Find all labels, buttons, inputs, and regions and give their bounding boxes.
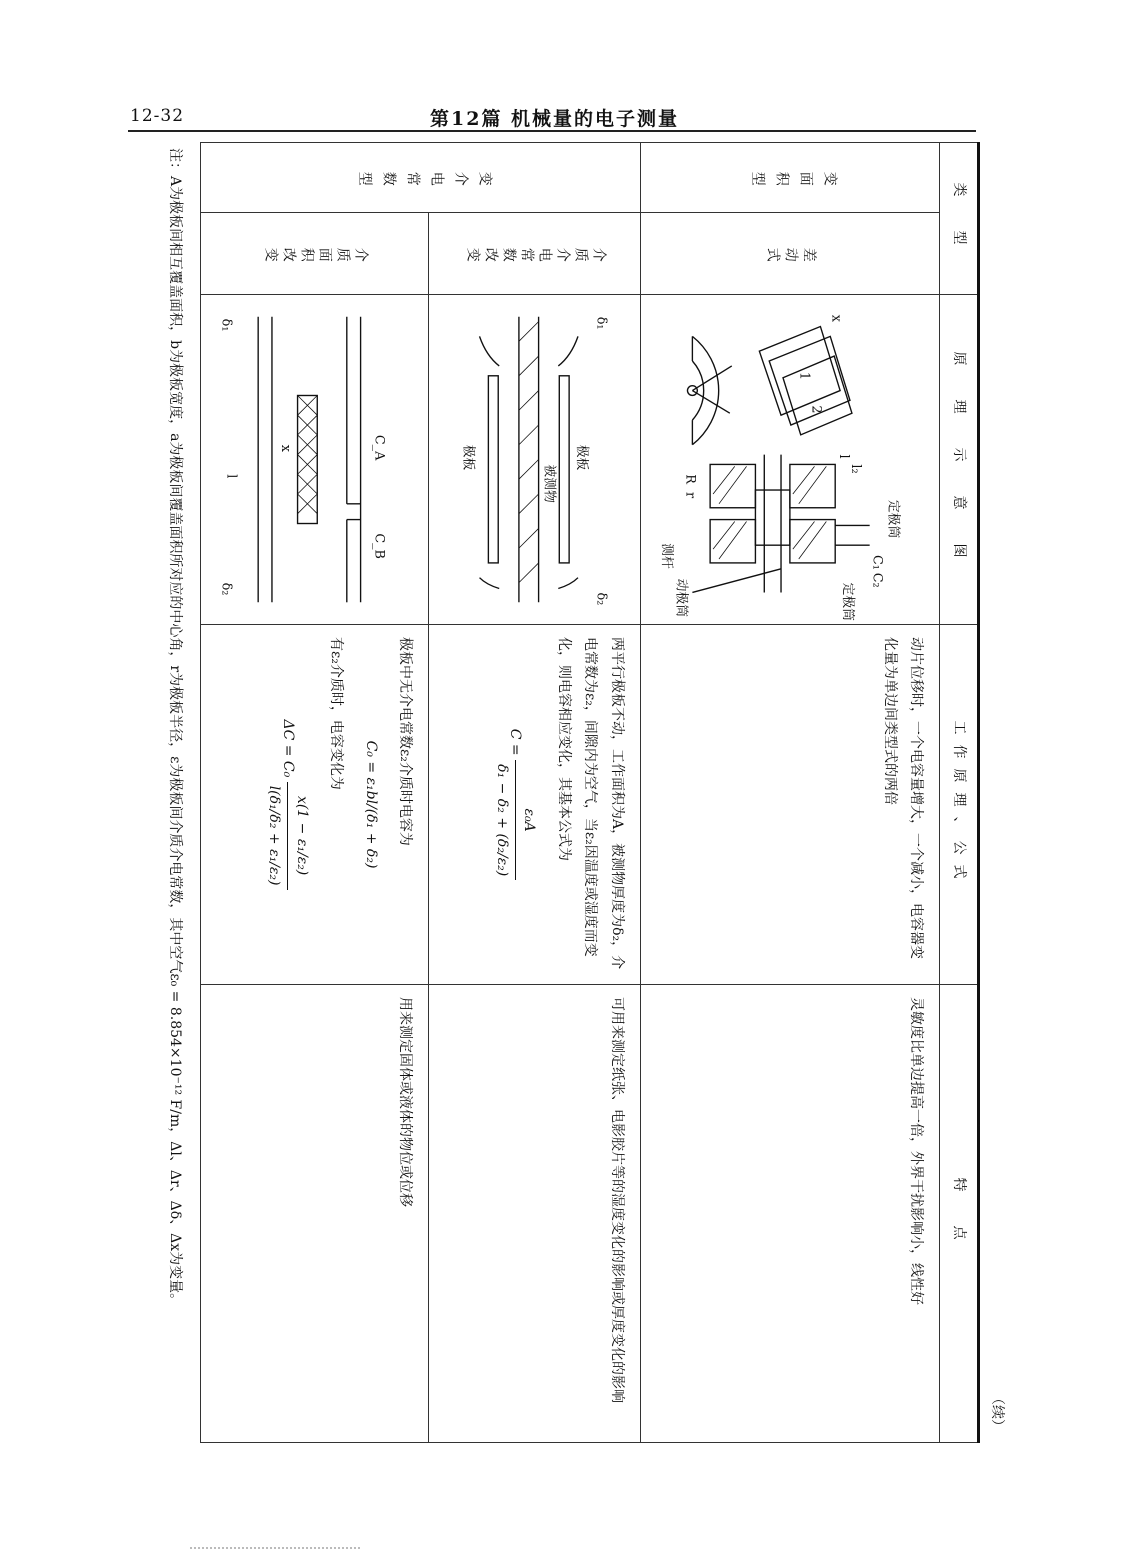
plate-label-1: 1 (797, 371, 813, 381)
table-row (429, 143, 641, 1443)
table-header-row (940, 143, 979, 1443)
moving-cylinder-label: 动极筒 (673, 578, 689, 618)
diagram-differential (641, 295, 940, 625)
table-row (201, 143, 429, 1443)
subtype-area-change: 介质面积改变 (201, 213, 429, 295)
radius-r-label: r (682, 492, 698, 499)
category-variable-dielectric: 变介电常数型 (201, 143, 641, 213)
x-label: x (278, 444, 294, 452)
formula-denominator: δ₁ − δ₂ + (δ₂/ε₂) (493, 764, 510, 877)
col-principle-header: 工作原理、公式 (940, 625, 979, 985)
formula-fraction (488, 760, 542, 880)
c1-label: C₁ (869, 555, 885, 570)
rotated-content (120, 142, 1005, 1447)
cb-label: C_B (371, 533, 387, 559)
delta2-label: δ₂ (593, 592, 609, 606)
dielectric-plates-sketch (431, 297, 638, 622)
fixed-cylinder-2-label: 定极筒 (840, 582, 856, 621)
formula-c0: C₀ = ε₁bl/(δ₁ + δ₂) (362, 740, 379, 869)
level-sensor-sketch (203, 297, 426, 622)
feature-dielectric: 可用来测定纸张、电影胶片等的湿度变化的影响或厚度变化的影响 (429, 985, 641, 1443)
l-label: l (224, 474, 240, 479)
formula-delta-c (260, 637, 314, 972)
principle-area-line-3: 有ε₂介质时，电容变化为 (328, 637, 345, 790)
principle-area-change (201, 625, 429, 985)
category-variable-area: 变面积型 (641, 143, 940, 213)
spec-table (200, 142, 980, 1443)
object-label: 被测物 (541, 464, 557, 503)
disp-x-label: x (828, 314, 844, 322)
delta1-label-2: δ₁ (219, 318, 235, 332)
formula-fraction-2 (260, 782, 314, 890)
running-title: 第12篇 机械量的电子测量 (430, 108, 680, 130)
radius-R-label: R (682, 474, 698, 484)
principle-differential: 动片位移时，一个电容量增大，一个减小，电容器变化量为单边间类型式的两倍 (641, 625, 940, 985)
plate-bottom-label: 极板 (460, 444, 476, 471)
formula-denominator-2: l(δ₁/δ₂ + ε₁/ε₂) (266, 785, 283, 886)
length-l-label: l (836, 454, 852, 459)
formula-lhs: C = (507, 728, 524, 756)
subtype-dielectric-change: 介质介电常数改变 (429, 213, 641, 295)
principle-dielectric-text: 两平行极板不动，工作面积为A，被测物厚度为δ₂，介电常数为ε₂，间隙内为空气，当ε₂因温度或湿度而变化，则电容相应变化，其基本公式为 (555, 637, 626, 970)
continued-label: （续） (989, 1391, 1005, 1433)
col-type-header: 类 型 (940, 143, 979, 295)
plate-top-label: 极板 (574, 444, 590, 471)
formula-capacitance (488, 637, 542, 972)
diagram-area-change (201, 295, 429, 625)
scan-artifact (190, 1547, 360, 1551)
table-row (641, 143, 940, 1443)
delta2-label-2: δ₂ (219, 582, 235, 596)
c2-label: C₂ (869, 572, 885, 588)
col-feature-header: 特 点 (940, 985, 979, 1443)
page-number: 12-32 (130, 106, 185, 126)
header-rule (128, 130, 976, 132)
feature-area-change: 用来测定固体或液体的物位或位移 (201, 985, 429, 1443)
length-l2-label: l₂ (848, 464, 864, 474)
rotated-table-area (120, 142, 1005, 1447)
plate-label-2: 2 (808, 405, 824, 414)
subtype-differential: 差动式 (641, 213, 940, 295)
delta1-label: δ₁ (593, 316, 609, 330)
diagram-dielectric (429, 295, 641, 625)
formula-numerator-2: x(1 − ε₁/ε₂) (287, 782, 315, 890)
fixed-cylinder-1-label: 定极筒 (885, 499, 901, 539)
ca-label: C_A (371, 434, 387, 461)
rod-label: 测杆 (659, 543, 675, 569)
principle-dielectric (429, 625, 641, 985)
table-footnote: 注：A为极板间相互覆盖面积，b为极板宽度，a为极板间覆盖面积所对应的中心角，r为极板半径，ε为极板间介质介电常数，其中空气ε₀ = 8.854×10⁻¹² F/m，Δl、Δr、Δδ、Δx为变量。 (167, 148, 183, 1308)
differential-capacitor-sketch (643, 297, 937, 622)
formula-numerator: ε₀A (515, 760, 543, 880)
col-diagram-header: 原 理 示 意 图 (940, 295, 979, 625)
formula-lhs-2: ΔC = C₀ (279, 719, 296, 778)
feature-differential: 灵敏度比单边提高一倍，外界干扰影响小，线性好 (641, 985, 940, 1443)
principle-area-line-1: 极板中无介电常数ε₂介质时电容为 (397, 637, 414, 846)
